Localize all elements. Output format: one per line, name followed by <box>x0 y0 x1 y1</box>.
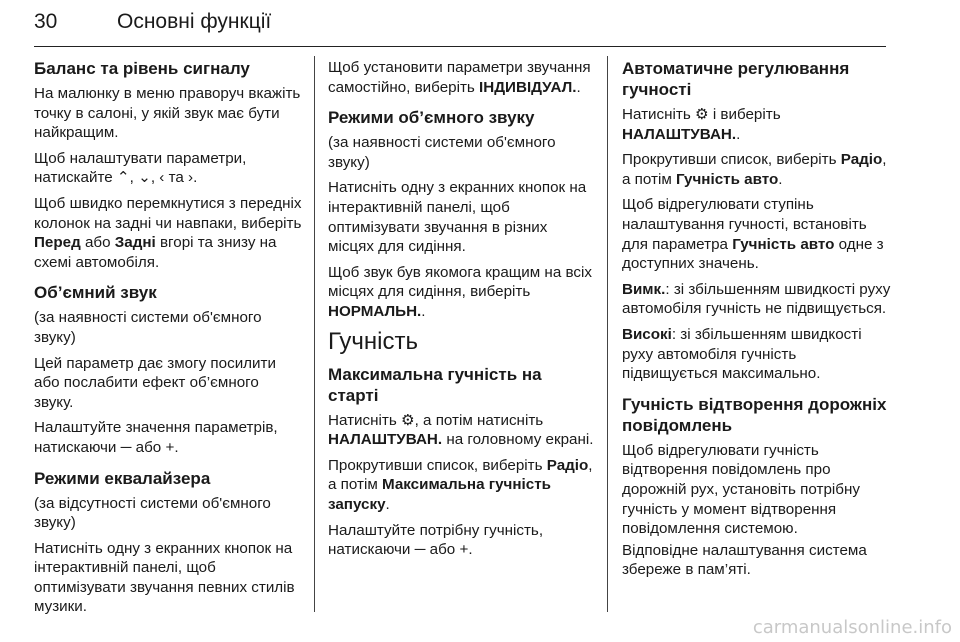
column-divider <box>607 56 608 612</box>
chevron-up-icon: ⌃ <box>116 169 130 187</box>
page-header <box>34 6 886 47</box>
paragraph: Налаштуйте потрібну гучність, натискаючи ─ або +. <box>328 521 544 559</box>
plus-icon: + <box>165 438 175 456</box>
paragraph: (за наявності системи об'ємного звуку) <box>34 309 262 346</box>
heading-max-startup-volume: Максимальна гучність на старті <box>328 364 542 405</box>
paragraph: Налаштуйте значення параметрів, натискаючи ─ або +. <box>34 419 278 456</box>
paragraph: Цей параметр дає змогу посилити або послабити ефект об’ємного звуку. <box>34 354 276 411</box>
paragraph: Натисніть одну з екранних кнопок на інтерактивній панелі, щоб оптимізувати звучання в різних місцях для сидіння. <box>328 179 587 256</box>
paragraph: Щоб відрегулювати ступінь налаштування гучності, встановіть для параметра Гучність авто одне з доступних значень. <box>622 196 884 273</box>
paragraph: Щоб звук був якомога кращим на всіх місцях для сидіння, виберіть НОРМАЛЬН.. <box>328 263 592 320</box>
paragraph: (за наявності системи об'ємного звуку) <box>328 134 556 171</box>
minus-icon: ─ <box>120 438 132 456</box>
heading-traffic-volume: Гучність відтворення дорожніх повідомлень <box>622 394 887 435</box>
plus-icon: + <box>459 541 469 559</box>
paragraph: Щоб відрегулювати гучність відтворення повідомлень про дорожній рух, установіть потрібну гучність у момент відтворення повідомлення системою. <box>622 441 860 538</box>
column-2 <box>328 58 596 566</box>
heading-equalizer: Режими еквалайзера <box>34 468 211 488</box>
chevron-left-icon: ‹ <box>159 169 165 187</box>
paragraph: Прокрутивши список, виберіть Радіо, а потім Максимальна гучність запуску. <box>328 456 593 513</box>
heading-auto-volume: Автоматичне регулювання гучності <box>622 59 850 99</box>
paragraph: Щоб швидко перемкнутися з передніх колонок на задні чи навпаки, виберіть Перед або Задні вгорі та знизу на схемі автомобіля. <box>34 194 302 271</box>
watermark: carmanualsonline.info <box>752 617 952 638</box>
paragraph: Натисніть ⚙ і виберіть НАЛАШТУВАН.. <box>622 106 781 143</box>
paragraph: Натисніть одну з екранних кнопок на інтерактивній панелі, щоб оптимізувати звучання певних стилів музики. <box>34 539 295 616</box>
column-divider <box>314 56 315 612</box>
chevron-down-icon: ⌄ <box>138 169 151 187</box>
settings-gear-icon: ⚙ <box>694 106 709 123</box>
settings-gear-icon: ⚙ <box>400 411 415 429</box>
paragraph: Високі: зі збільшенням швидкості руху автомобіля гучність підвищується максимально. <box>622 325 862 383</box>
page-number: 30 <box>34 10 58 33</box>
chapter-title: Основні функції <box>117 10 272 33</box>
column-3 <box>622 58 892 586</box>
heading-surround-modes: Режими об’ємного звуку <box>328 108 535 128</box>
paragraph: (за відсутності системи об'ємного звуку) <box>34 494 271 532</box>
paragraph: Натисніть ⚙, а потім натисніть НАЛАШТУВАН. на головному екрані. <box>328 411 594 449</box>
heading-surround: Об’ємний звук <box>34 283 157 303</box>
paragraph: На малюнку в меню праворуч вкажіть точку в салоні, у якій звук має бути найкращим. <box>34 85 301 142</box>
paragraph: Прокрутивши список, виберіть Радіо, а потім Гучність авто. <box>622 151 887 188</box>
paragraph: Щоб установити параметри звучання самостійно, виберіть ІНДИВІДУАЛ.. <box>328 59 591 96</box>
paragraph: Відповідне налаштування система збереже в пам’яті. <box>622 541 867 579</box>
heading-balance: Баланс та рівень сигналу <box>34 59 250 78</box>
section-title-volume: Гучність <box>328 327 418 355</box>
column-1 <box>34 58 302 623</box>
minus-icon: ─ <box>414 541 426 559</box>
paragraph: Щоб налаштувати параметри, натискайте ⌃, ⌄, ‹ та ›. <box>34 149 247 187</box>
paragraph: Вимк.: зі збільшенням швидкості руху автомобіля гучність не підвищується. <box>622 280 891 318</box>
chevron-right-icon: › <box>188 169 194 187</box>
